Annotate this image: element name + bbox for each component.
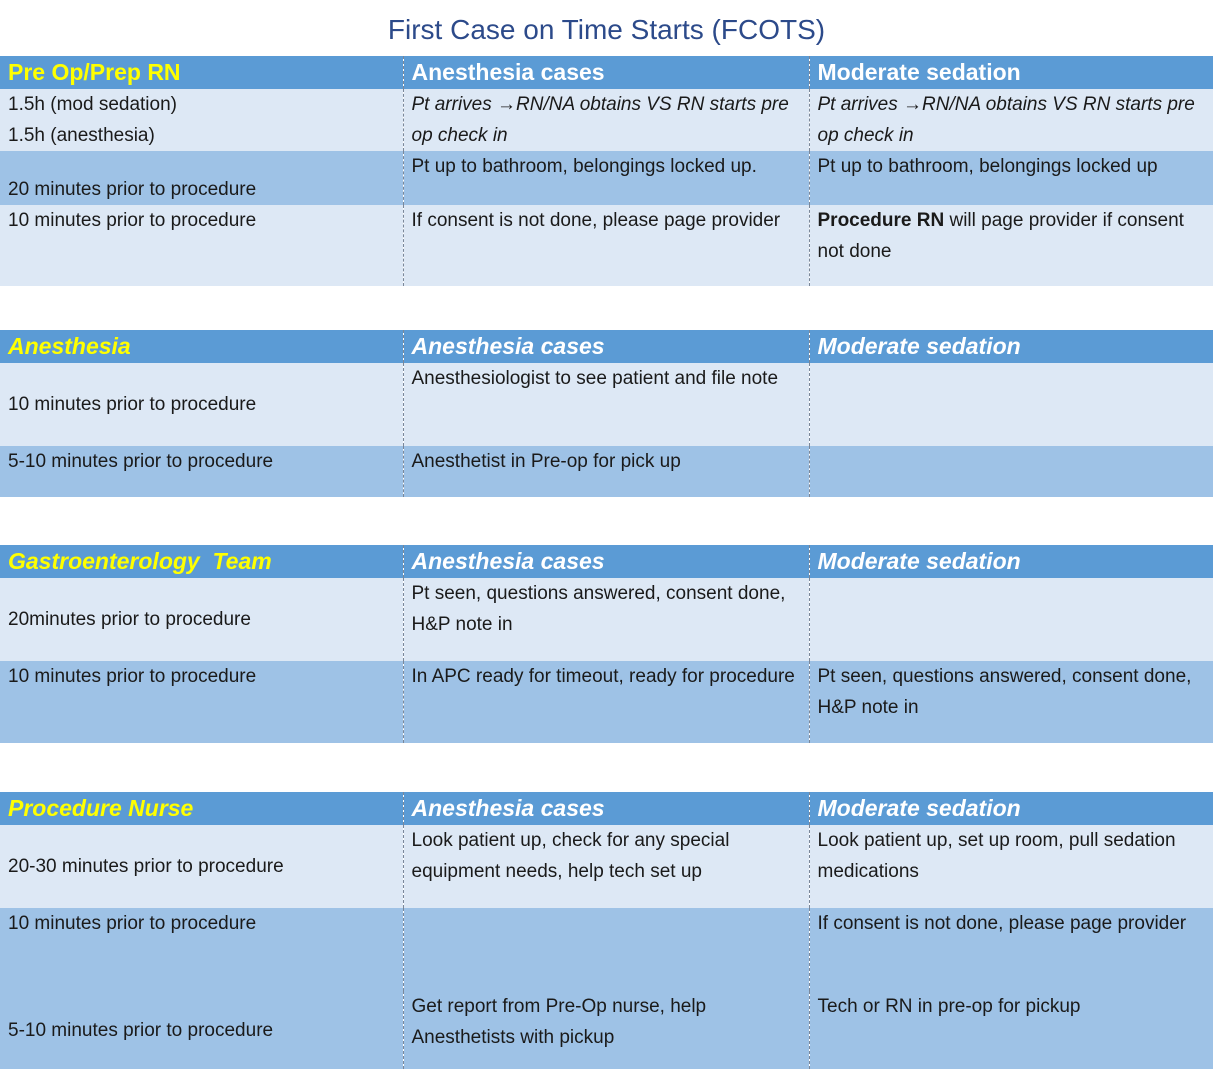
column-header-anesthesia: Anesthesia cases xyxy=(403,545,809,578)
table-anesthesia xyxy=(0,330,1213,497)
time-cell: 20 minutes prior to procedure xyxy=(0,151,403,205)
anesthesia-cell: Get report from Pre-Op nurse, help Anesthetists with pickup xyxy=(403,991,809,1069)
time-cell: 10 minutes prior to procedure xyxy=(0,205,403,286)
anesthesia-cell xyxy=(403,89,809,151)
section-title: Procedure Nurse xyxy=(0,792,403,825)
table-row xyxy=(0,89,1213,151)
table-pre-op-prep-rn xyxy=(0,56,1213,286)
sedation-cell xyxy=(809,446,1213,497)
cell-text: will page provider if consent not done xyxy=(817,210,1184,262)
sedation-cell: If consent is not done, please page provider xyxy=(809,908,1213,991)
time-cell: 20minutes prior to procedure xyxy=(0,578,403,661)
cell-text: RN/NA obtains VS RN starts pre op check in xyxy=(817,94,1195,146)
table-header xyxy=(0,792,1213,825)
table-row xyxy=(0,205,1213,286)
column-header-anesthesia: Anesthesia cases xyxy=(403,330,809,363)
table-procedure-nurse xyxy=(0,792,1213,1069)
sedation-cell xyxy=(809,89,1213,151)
time-cell: 10 minutes prior to procedure xyxy=(0,908,403,991)
sedation-cell xyxy=(809,363,1213,446)
anesthesia-cell: Look patient up, check for any special equipment needs, help tech set up xyxy=(403,825,809,908)
sedation-cell: Tech or RN in pre-op for pickup xyxy=(809,991,1213,1069)
anesthesia-cell: Anesthesiologist to see patient and file note xyxy=(403,363,809,446)
cell-text: Pt arrives xyxy=(411,94,498,115)
anesthesia-cell: In APC ready for timeout, ready for procedure xyxy=(403,661,809,743)
table-header xyxy=(0,330,1213,363)
time-cell: 5-10 minutes prior to procedure xyxy=(0,991,403,1069)
anesthesia-cell: Anesthetist in Pre-op for pick up xyxy=(403,446,809,497)
anesthesia-cell: Pt up to bathroom, belongings locked up. xyxy=(403,151,809,205)
sedation-cell: Pt seen, questions answered, consent done, H&P note in xyxy=(809,661,1213,743)
table-header xyxy=(0,56,1213,89)
table-row xyxy=(0,578,1213,661)
cell-text-bold: Procedure RN xyxy=(817,210,945,231)
arrow-icon: → xyxy=(903,94,923,115)
table-row xyxy=(0,991,1213,1069)
column-header-anesthesia: Anesthesia cases xyxy=(403,792,809,825)
table-row xyxy=(0,446,1213,497)
cell-text: Pt arrives xyxy=(817,94,904,115)
sedation-cell xyxy=(809,205,1213,286)
table-row xyxy=(0,151,1213,205)
page-title: First Case on Time Starts (FCOTS) xyxy=(387,14,826,45)
time-cell: 5-10 minutes prior to procedure xyxy=(0,446,403,497)
anesthesia-cell: Pt seen, questions answered, consent done, H&P note in xyxy=(403,578,809,661)
anesthesia-cell xyxy=(403,908,809,991)
table-gastroenterology-team xyxy=(0,545,1213,743)
table-row xyxy=(0,363,1213,446)
time-cell xyxy=(0,89,403,151)
sedation-cell: Look patient up, set up room, pull sedation medications xyxy=(809,825,1213,908)
column-header-sedation: Moderate sedation xyxy=(809,792,1213,825)
arrow-icon: → xyxy=(497,94,517,115)
section-title: Pre Op/Prep RN xyxy=(0,56,403,89)
sedation-cell xyxy=(809,578,1213,661)
time-line: 1.5h (anesthesia) xyxy=(8,125,155,146)
column-header-sedation: Moderate sedation xyxy=(809,330,1213,363)
anesthesia-cell: If consent is not done, please page provider xyxy=(403,205,809,286)
cell-text: RN/NA obtains VS RN starts pre op check in xyxy=(411,94,789,146)
table-row xyxy=(0,908,1213,991)
time-cell: 20-30 minutes prior to procedure xyxy=(0,825,403,908)
time-line: 1.5h (mod sedation) xyxy=(8,94,177,115)
time-cell: 10 minutes prior to procedure xyxy=(0,661,403,743)
section-title: Gastroenterology Team xyxy=(0,545,403,578)
time-cell: 10 minutes prior to procedure xyxy=(0,363,403,446)
column-header-anesthesia: Anesthesia cases xyxy=(403,56,809,89)
column-header-sedation: Moderate sedation xyxy=(809,545,1213,578)
column-header-sedation: Moderate sedation xyxy=(809,56,1213,89)
sedation-cell: Pt up to bathroom, belongings locked up xyxy=(809,151,1213,205)
section-title: Anesthesia xyxy=(0,330,403,363)
table-row xyxy=(0,825,1213,908)
table-row xyxy=(0,661,1213,743)
table-header xyxy=(0,545,1213,578)
